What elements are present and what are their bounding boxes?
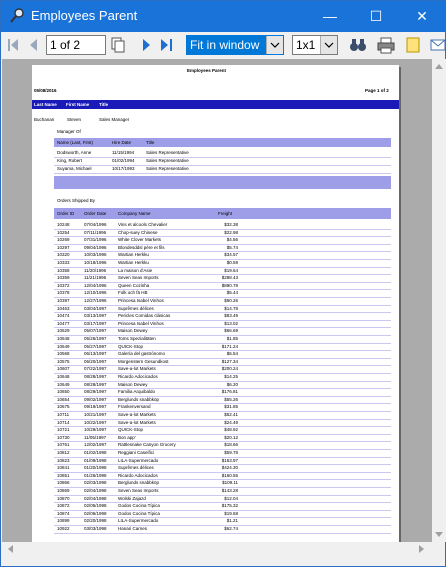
order-cell: 09/02/1997 xyxy=(84,396,107,402)
order-cell: $31.85 xyxy=(224,404,238,410)
order-cell: 10568 xyxy=(57,351,70,357)
order-cell: 10320 xyxy=(57,252,70,258)
copy-icon[interactable] xyxy=(110,35,126,55)
order-cell: 10869 xyxy=(57,488,70,493)
order-cell: 06/13/1997 xyxy=(84,351,107,357)
order-cell: Seven Seas Imports xyxy=(118,488,159,493)
order-cell: 10714 xyxy=(57,419,70,425)
order-cell: $20.12 xyxy=(224,434,238,440)
order-cell: 05/27/1997 xyxy=(84,343,107,349)
order-cell: $6.54 xyxy=(226,351,238,357)
order-cell: $59.78 xyxy=(224,450,238,455)
ord-col-date: Order Date xyxy=(84,211,107,216)
order-cell: $32.38 xyxy=(224,222,238,227)
order-cell: QUICK-Stop xyxy=(118,427,144,433)
order-cell: 10711 xyxy=(57,412,70,417)
order-cell: Toms Spezialitäten xyxy=(118,336,156,341)
order-cell: 10649 xyxy=(57,381,70,387)
order-cell: $424.30 xyxy=(221,465,238,471)
order-cell: Godos Cocina Típica xyxy=(118,510,160,516)
order-cell: 10/18/1996 xyxy=(84,260,107,265)
order-cell: Rattlesnake Canyon Grocery xyxy=(118,442,176,448)
next-page-icon[interactable] xyxy=(141,35,153,55)
order-cell: $34.57 xyxy=(224,252,238,258)
order-cell: 11/05/1997 xyxy=(84,434,107,440)
report-page xyxy=(32,65,399,542)
order-cell: Suprêmes délices xyxy=(118,465,154,471)
order-cell: 10/03/1996 xyxy=(84,252,107,258)
order-cell: 10899 xyxy=(57,518,70,524)
order-cell: Wartian Herkku xyxy=(118,252,149,258)
order-cell: 08/28/1997 xyxy=(84,374,107,379)
order-cell: 11/21/1996 xyxy=(84,275,107,281)
order-cell: 10866 xyxy=(57,480,70,486)
order-cell: 10650 xyxy=(57,389,70,395)
employee-title: Sales Manager xyxy=(99,117,130,122)
order-cell: Princesa Isabel Vinhos xyxy=(118,320,164,326)
order-cell: 12/04/1996 xyxy=(84,282,107,288)
order-cell: $1.85 xyxy=(226,336,238,341)
order-cell: Save-a-lot Markets xyxy=(118,419,156,425)
order-cell: Galería del gastrónomo xyxy=(118,351,166,357)
order-cell: 10463 xyxy=(57,305,70,311)
printer-icon[interactable] xyxy=(377,35,395,55)
email-icon[interactable] xyxy=(430,35,445,55)
prev-page-icon[interactable] xyxy=(27,35,39,55)
scroll-down-icon[interactable] xyxy=(435,532,443,538)
report-title: Employees Parent xyxy=(187,68,227,73)
order-cell: 01/26/1998 xyxy=(84,472,107,478)
order-cell: $0.59 xyxy=(226,260,238,265)
row-divider xyxy=(54,165,391,166)
order-cell: 10/21/1997 xyxy=(84,412,107,417)
order-cell: Familia Arquibaldo xyxy=(118,389,156,395)
order-cell: $19.58 xyxy=(224,510,238,516)
subordinate-cell: Sales Representative xyxy=(146,166,189,171)
order-cell: 10761 xyxy=(57,442,70,448)
order-cell: 01/20/1998 xyxy=(84,465,107,471)
order-cell: Reggiani Caseifici xyxy=(118,450,155,455)
order-cell: 10721 xyxy=(57,427,70,433)
order-cell: 10358 xyxy=(57,267,70,273)
last-page-icon[interactable] xyxy=(160,35,174,55)
scroll-up-icon[interactable] xyxy=(435,63,443,69)
order-cell: 10477 xyxy=(57,320,70,326)
order-cell: 10/29/1997 xyxy=(84,427,107,433)
order-cell: 12/02/1997 xyxy=(84,442,107,448)
order-cell: 07/04/1996 xyxy=(84,222,107,227)
order-cell: $176.81 xyxy=(221,389,238,395)
sub-col-name: Name (Last, First) xyxy=(57,140,94,145)
order-cell: Berglunds snabbköp xyxy=(118,396,160,402)
order-cell: 10607 xyxy=(57,366,70,372)
order-cell: $143.28 xyxy=(221,488,238,493)
order-cell: 10529 xyxy=(57,328,70,334)
order-cell: 12/10/1996 xyxy=(84,290,107,296)
order-cell: 07/31/1996 xyxy=(84,237,107,243)
order-cell: $4.56 xyxy=(226,237,238,243)
order-cell: 10297 xyxy=(57,244,70,250)
manager-of-label: Manager Of xyxy=(57,129,81,134)
order-cell: $5.74 xyxy=(226,244,238,250)
order-cell: Pericles Comidas clásicas xyxy=(118,313,171,319)
order-cell: La maison d'Asie xyxy=(118,267,153,273)
order-cell: 10675 xyxy=(57,404,70,410)
maximize-button[interactable]: ☐ xyxy=(369,8,383,24)
order-cell: $13.02 xyxy=(224,320,238,326)
order-cell: 03/13/1997 xyxy=(84,313,107,319)
order-cell: 11/20/1996 xyxy=(84,267,107,273)
order-cell: 02/05/1998 xyxy=(84,503,107,509)
report-viewer xyxy=(2,59,432,542)
order-cell: $19.64 xyxy=(224,267,238,273)
order-cell: 10654 xyxy=(57,396,70,402)
order-cell: Morgenstern Gesundkost xyxy=(118,358,169,364)
order-cell: Princesa Isabel Vinhos xyxy=(118,298,164,303)
order-cell: 10269 xyxy=(57,237,70,243)
order-cell: 10254 xyxy=(57,229,70,235)
col-first-name: First Name xyxy=(66,102,90,107)
order-cell: $163.97 xyxy=(221,457,238,463)
order-cell: 07/22/1997 xyxy=(84,366,107,372)
minimize-button[interactable]: — xyxy=(323,8,337,24)
order-cell: 10397 xyxy=(57,298,70,303)
order-cell: 10812 xyxy=(57,450,70,455)
order-cell: Folk och fä HB xyxy=(118,290,148,296)
order-cell: 06/20/1997 xyxy=(84,358,107,364)
order-cell: 08/28/1997 xyxy=(84,381,107,387)
subordinate-cell: Sales Representative xyxy=(146,158,189,163)
order-cell: 02/04/1998 xyxy=(84,488,107,493)
order-cell: Vins et alcools Chevalier xyxy=(118,222,168,227)
order-cell: $24.49 xyxy=(224,419,238,425)
order-cell: Berglunds snabbköp xyxy=(118,480,160,486)
order-cell: $200.24 xyxy=(221,366,238,372)
order-cell: $52.41 xyxy=(224,412,238,417)
zoom-select[interactable] xyxy=(186,35,284,55)
order-cell: $55.26 xyxy=(224,396,238,402)
subordinate-cell: Suyama, Michael xyxy=(57,166,92,171)
order-cell: 01/09/1998 xyxy=(84,457,107,463)
order-cell: 05/07/1997 xyxy=(84,328,107,334)
vertical-scrollbar[interactable] xyxy=(432,59,446,542)
order-cell: 10874 xyxy=(57,510,70,516)
order-cell: $160.55 xyxy=(221,472,238,478)
order-cell: Queen Cozinha xyxy=(118,282,150,288)
subordinate-cell: Sales Representative xyxy=(146,150,189,155)
order-cell: Blondesddsl père et fils xyxy=(118,244,165,250)
row-divider xyxy=(54,173,391,174)
order-cell: 10872 xyxy=(57,503,70,509)
order-cell: $18.66 xyxy=(224,442,238,448)
subordinate-footer-band xyxy=(54,176,391,189)
zoom-select-value: Fit in window xyxy=(190,38,260,52)
col-last-name: Last Name xyxy=(34,102,57,107)
order-cell: 10378 xyxy=(57,290,70,296)
order-cell: 03/17/1997 xyxy=(84,320,107,326)
order-cell: 10922 xyxy=(57,526,70,531)
order-cell: 10648 xyxy=(57,374,70,379)
order-cell: Godos Cocina Típica xyxy=(118,503,160,509)
ord-col-id: Order ID xyxy=(57,211,75,216)
order-cell: $14.78 xyxy=(224,305,238,311)
order-cell: 08/29/1997 xyxy=(84,389,107,395)
layout-select[interactable] xyxy=(292,35,338,55)
toolbar xyxy=(1,32,445,59)
row-divider xyxy=(54,157,391,158)
order-cell: LILA-Supermercado xyxy=(118,457,159,463)
order-cell: 10851 xyxy=(57,472,70,478)
subordinate-cell: Dodsworth, Anne xyxy=(57,150,92,155)
order-cell: 10474 xyxy=(57,313,70,319)
employee-last-name: Buchanan xyxy=(34,117,55,122)
order-cell: 02/03/1998 xyxy=(84,480,107,486)
order-cell: Frankenversand xyxy=(118,404,151,410)
order-cell: 10548 xyxy=(57,336,70,341)
page-label: Page 1 of 2 xyxy=(365,88,389,93)
subordinate-cell: 11/15/1994 xyxy=(112,150,135,155)
subordinate-header-band xyxy=(54,138,391,147)
order-cell: 02/20/1998 xyxy=(84,518,107,524)
order-cell: $175.32 xyxy=(221,503,238,509)
order-cell: Save-a-lot Markets xyxy=(118,412,156,417)
chevron-down-icon[interactable] xyxy=(320,36,337,54)
order-cell: $14.25 xyxy=(224,374,238,379)
scroll-left-icon[interactable] xyxy=(7,545,13,553)
sub-col-title: Title xyxy=(146,140,155,145)
order-cell: 03/04/1997 xyxy=(84,305,107,311)
order-cell: $60.26 xyxy=(224,298,238,303)
order-cell: Seven Seas Imports xyxy=(118,275,159,281)
order-cell: 09/19/1997 xyxy=(84,404,107,410)
order-cell: $22.98 xyxy=(224,229,238,235)
order-cell: 10870 xyxy=(57,495,70,501)
layout-select-value: 1x1 xyxy=(296,38,316,52)
order-cell: 12/27/1996 xyxy=(84,298,107,303)
order-cell: $83.49 xyxy=(224,313,238,319)
order-cell: 10248 xyxy=(57,222,70,227)
note-icon[interactable] xyxy=(406,35,420,55)
subordinate-cell: 10/17/1993 xyxy=(112,166,135,171)
order-cell: Maison Dewey xyxy=(118,328,148,334)
order-cell: 01/02/1998 xyxy=(84,450,107,455)
order-cell: 02/04/1998 xyxy=(84,495,107,501)
order-cell: 10823 xyxy=(57,457,70,463)
row-divider xyxy=(54,533,391,534)
order-cell: Chop-suey Chinese xyxy=(118,229,158,235)
order-cell: 10/22/1997 xyxy=(84,419,107,425)
order-cell: 10372 xyxy=(57,282,70,288)
order-cell: $12.04 xyxy=(224,495,238,501)
order-cell: $109.11 xyxy=(222,480,238,486)
order-cell: 02/06/1998 xyxy=(84,510,107,516)
order-cell: Maison Dewey xyxy=(118,381,148,387)
order-cell: QUICK-Stop xyxy=(118,343,144,349)
order-cell: Ricardo Adocicados xyxy=(118,472,158,478)
order-cell: Wolski Zajazd xyxy=(118,495,146,501)
order-cell: 09/04/1996 xyxy=(84,244,107,250)
close-button[interactable]: ✕ xyxy=(416,8,428,24)
subordinate-cell: 01/02/1994 xyxy=(112,158,135,163)
ord-col-company: Company Name xyxy=(118,211,151,216)
order-cell: LILA-Supermercado xyxy=(118,518,159,524)
page-number-input[interactable]: 1 of 2 xyxy=(46,35,106,55)
orders-shipped-label: Orders Shipped By xyxy=(57,198,96,203)
binoculars-icon[interactable] xyxy=(349,35,367,55)
chevron-down-icon[interactable] xyxy=(266,36,283,54)
order-cell: $6.20 xyxy=(226,381,238,387)
order-cell: 10841 xyxy=(57,465,70,471)
order-cell: 10359 xyxy=(57,275,70,281)
order-cell: Save-a-lot Markets xyxy=(118,366,156,372)
ord-col-freight: Freight xyxy=(218,211,233,216)
title-bar xyxy=(1,1,445,32)
order-cell: White Clover Markets xyxy=(118,237,162,243)
order-cell: $62.74 xyxy=(224,526,238,531)
order-cell: $171.24 xyxy=(221,343,238,349)
magnifier-app-icon xyxy=(9,8,25,24)
order-cell: 10549 xyxy=(57,343,70,349)
order-cell: $127.34 xyxy=(221,358,238,364)
order-cell: $48.92 xyxy=(224,427,238,433)
sub-col-hire-date: Hire Date xyxy=(112,140,132,145)
order-cell: Wartian Herkku xyxy=(118,260,149,265)
order-cell: 03/03/1998 xyxy=(84,526,107,531)
order-cell: Ricardo Adocicados xyxy=(118,374,158,379)
order-cell: Hanari Carnes xyxy=(118,526,148,531)
order-cell: 10333 xyxy=(57,260,70,265)
report-date: 05/08/2016 xyxy=(34,88,57,93)
order-cell: $288.43 xyxy=(221,275,238,281)
scroll-right-icon[interactable] xyxy=(419,545,425,553)
order-cell: Bon app' xyxy=(118,434,136,440)
order-cell: $890.78 xyxy=(221,282,238,288)
order-cell: Suprêmes délices xyxy=(118,305,154,311)
order-cell: $66.69 xyxy=(224,328,238,334)
subordinate-cell: King, Robert xyxy=(57,158,83,163)
col-title: Title xyxy=(99,102,109,107)
order-cell: 10575 xyxy=(57,358,70,364)
order-cell: $5.44 xyxy=(226,290,238,296)
order-cell: 07/11/1996 xyxy=(84,229,107,235)
order-cell: 05/26/1997 xyxy=(84,336,107,341)
order-cell: 10730 xyxy=(57,434,70,440)
order-cell: $1.21 xyxy=(226,518,238,524)
horizontal-scrollbar[interactable] xyxy=(2,542,432,557)
window-title: Employees Parent xyxy=(31,8,138,23)
employee-first-name: Steven xyxy=(67,117,82,122)
first-page-icon[interactable] xyxy=(7,35,19,55)
